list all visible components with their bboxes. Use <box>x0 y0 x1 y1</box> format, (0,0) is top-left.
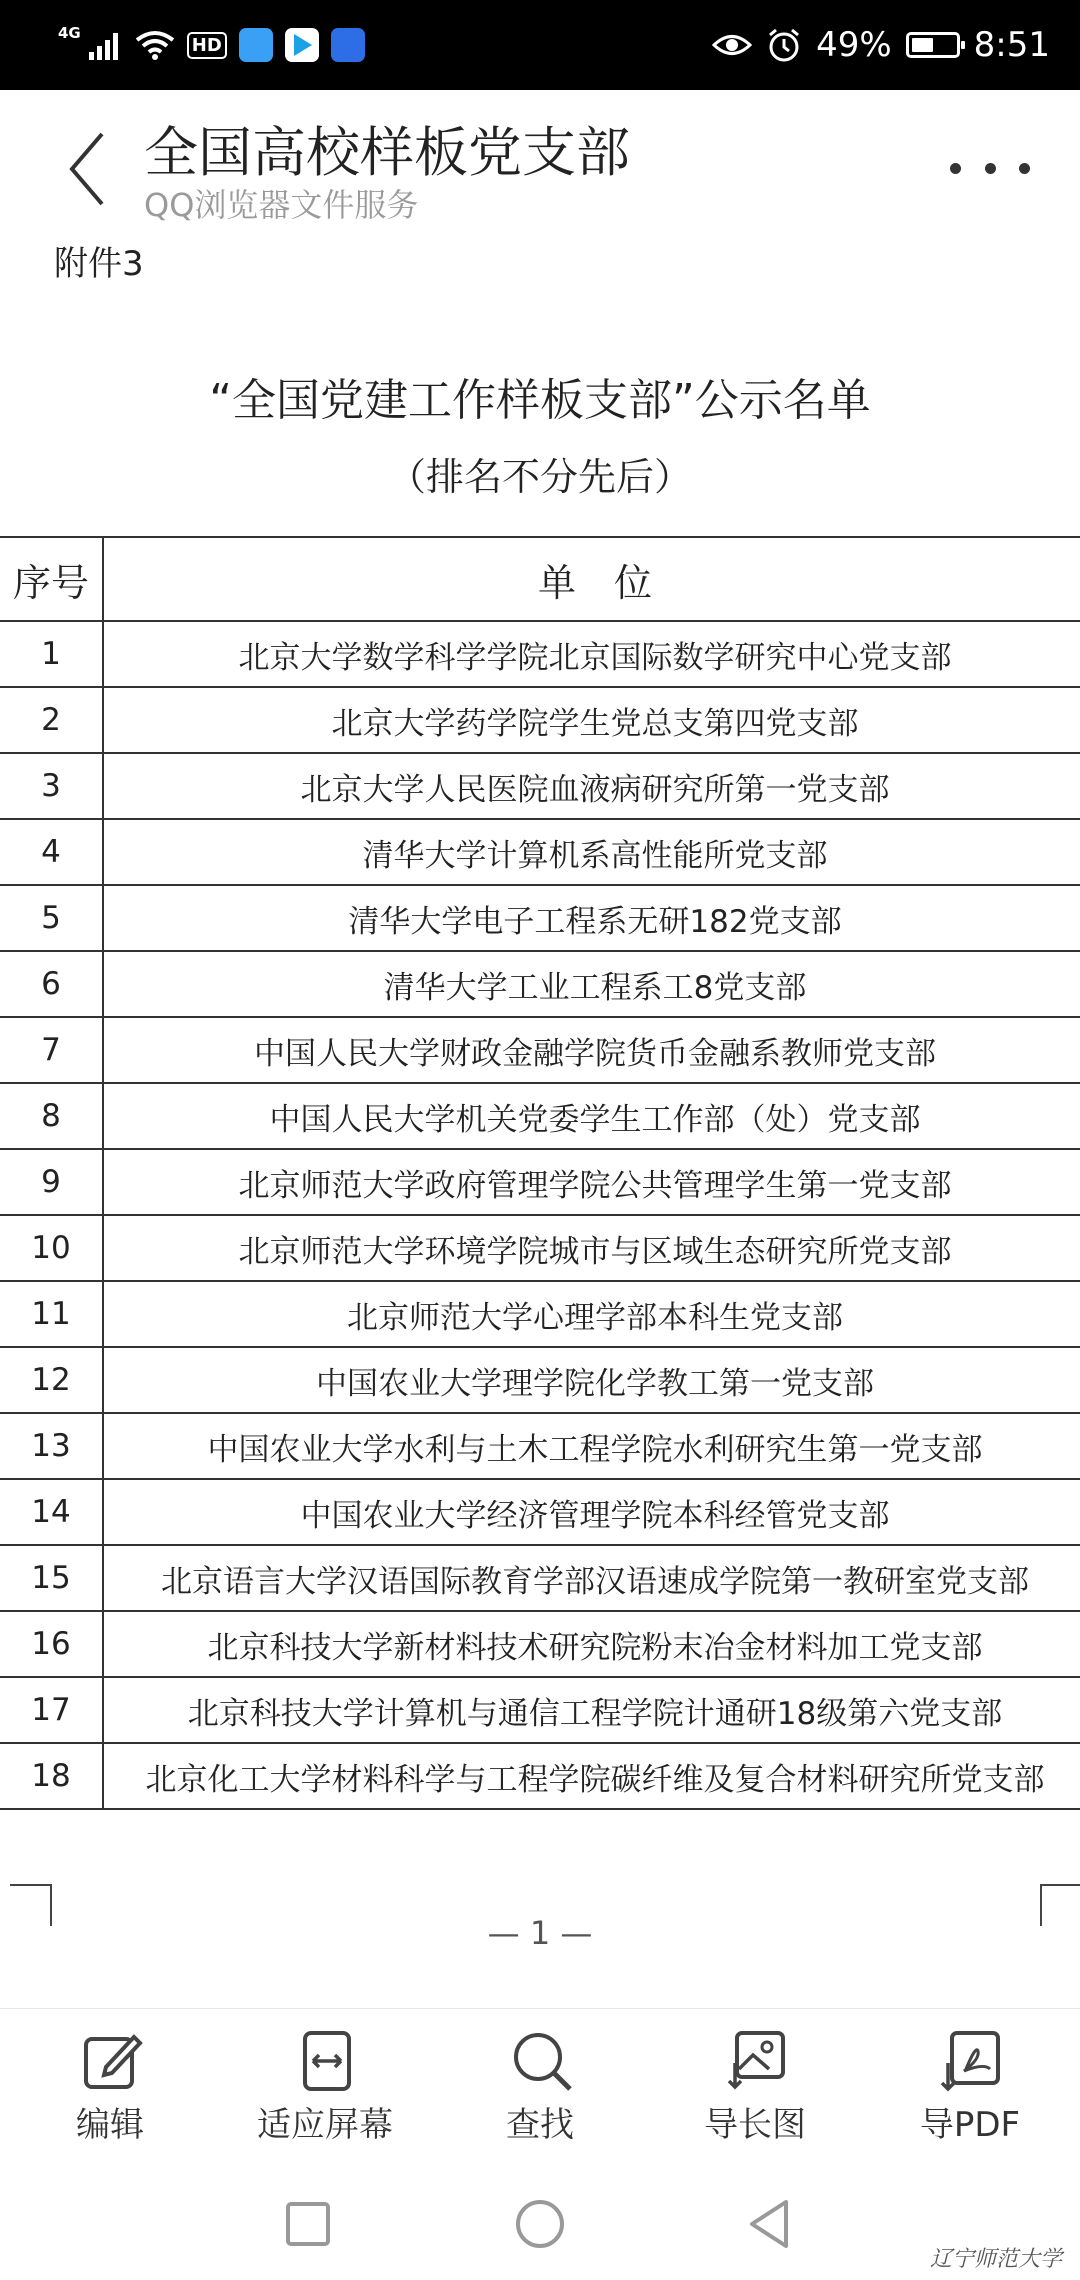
row-unit-name: 中国农业大学经济管理学院本科经管党支部 <box>103 1479 1080 1545</box>
row-unit-name: 北京科技大学新材料技术研究院粉末冶金材料加工党支部 <box>103 1611 1080 1677</box>
row-number: 6 <box>0 951 103 1017</box>
table-row <box>0 1545 1080 1611</box>
row-unit-name: 中国农业大学理学院化学教工第一党支部 <box>103 1347 1080 1413</box>
more-options-button[interactable] <box>950 148 1030 188</box>
row-number: 15 <box>0 1545 103 1611</box>
row-number: 3 <box>0 753 103 819</box>
battery-icon <box>906 32 960 58</box>
status-bar <box>0 0 1080 90</box>
battery-fill <box>912 38 933 52</box>
edit-icon <box>80 2029 144 2093</box>
row-unit-name: 北京师范大学环境学院城市与区域生态研究所党支部 <box>103 1215 1080 1281</box>
document-subtitle: （排名不分先后） <box>387 455 692 499</box>
row-number: 2 <box>0 687 103 753</box>
circle-icon <box>510 2194 570 2254</box>
status-left <box>58 20 365 70</box>
table-row <box>0 1479 1080 1545</box>
search-icon <box>510 2029 574 2093</box>
find-label: 查找 <box>506 2105 574 2145</box>
baidu-icon <box>331 28 365 62</box>
edit-label: 编辑 <box>76 2105 144 2145</box>
row-number: 5 <box>0 885 103 951</box>
page-title: 全国高校样板党支部 <box>144 121 630 184</box>
home-button[interactable] <box>510 2194 570 2254</box>
table-row <box>0 1083 1080 1149</box>
row-unit-name: 中国农业大学水利与土木工程学院水利研究生第一党支部 <box>103 1413 1080 1479</box>
app-header <box>0 90 1080 235</box>
row-unit-name: 中国人民大学财政金融学院货币金融系教师党支部 <box>103 1017 1080 1083</box>
row-number: 12 <box>0 1347 103 1413</box>
column-header-unit: 单 位 <box>103 537 1080 621</box>
table-row <box>0 1413 1080 1479</box>
row-number: 9 <box>0 1149 103 1215</box>
row-number: 16 <box>0 1611 103 1677</box>
table-row <box>0 1611 1080 1677</box>
table-row <box>0 1017 1080 1083</box>
more-dot-icon <box>1019 163 1030 174</box>
hd-icon: HD <box>187 32 227 59</box>
edit-button[interactable] <box>10 2017 210 2147</box>
export-pdf-label: 导PDF <box>919 2105 1021 2145</box>
table-row <box>0 753 1080 819</box>
triangle-back-icon <box>740 2194 800 2254</box>
row-unit-name: 北京化工大学材料科学与工程学院碳纤维及复合材料研究所党支部 <box>103 1743 1080 1809</box>
row-number: 7 <box>0 1017 103 1083</box>
bottom-toolbar <box>0 2008 1080 2155</box>
more-dot-icon <box>950 163 961 174</box>
column-header-number: 序号 <box>0 537 103 621</box>
list-table <box>0 536 1080 1810</box>
page-number: — 1 — <box>487 1914 593 1952</box>
battery-percent: 49% <box>816 25 892 65</box>
page-subtitle: QQ浏览器文件服务 <box>144 186 419 224</box>
row-number: 4 <box>0 819 103 885</box>
export-long-image-button[interactable] <box>655 2017 855 2147</box>
row-number: 14 <box>0 1479 103 1545</box>
row-unit-name: 清华大学电子工程系无研182党支部 <box>103 885 1080 951</box>
table-header-row <box>0 537 1080 621</box>
status-right <box>712 20 1050 70</box>
export-pdf-button[interactable] <box>870 2017 1070 2147</box>
long-image-icon <box>725 2029 789 2093</box>
row-number: 17 <box>0 1677 103 1743</box>
table-row <box>0 621 1080 687</box>
youku-icon <box>285 28 319 62</box>
alarm-icon <box>766 27 802 63</box>
row-number: 10 <box>0 1215 103 1281</box>
signal-icon <box>87 30 123 60</box>
wifi-icon <box>135 30 175 60</box>
table-row <box>0 1743 1080 1809</box>
table-row <box>0 687 1080 753</box>
row-unit-name: 中国人民大学机关党委学生工作部（处）党支部 <box>103 1083 1080 1149</box>
row-number: 18 <box>0 1743 103 1809</box>
table-row <box>0 1149 1080 1215</box>
row-unit-name: 清华大学计算机系高性能所党支部 <box>103 819 1080 885</box>
watermark: 辽宁师范大学 <box>929 2247 1062 2272</box>
clock: 8:51 <box>973 25 1050 65</box>
table-row <box>0 1281 1080 1347</box>
row-unit-name: 北京大学药学院学生党总支第四党支部 <box>103 687 1080 753</box>
back-button[interactable] <box>58 124 118 214</box>
fit-screen-label: 适应屏幕 <box>257 2105 393 2145</box>
chevron-left-icon <box>58 124 118 214</box>
document-title: “全国党建工作样板支部”公示名单 <box>209 375 871 426</box>
row-unit-name: 北京大学人民医院血液病研究所第一党支部 <box>103 753 1080 819</box>
table-row <box>0 885 1080 951</box>
network-type: 4G <box>58 24 81 42</box>
qq-browser-icon <box>239 28 273 62</box>
row-unit-name: 北京语言大学汉语国际教育学部汉语速成学院第一教研室党支部 <box>103 1545 1080 1611</box>
table-body <box>0 621 1080 1809</box>
row-number: 1 <box>0 621 103 687</box>
square-icon <box>278 2194 338 2254</box>
row-number: 8 <box>0 1083 103 1149</box>
fit-screen-icon <box>295 2029 359 2093</box>
row-number: 13 <box>0 1413 103 1479</box>
row-unit-name: 北京师范大学政府管理学院公共管理学生第一党支部 <box>103 1149 1080 1215</box>
fit-screen-button[interactable] <box>225 2017 425 2147</box>
document-viewer[interactable] <box>0 234 1080 2008</box>
find-button[interactable] <box>440 2017 640 2147</box>
table-row <box>0 1215 1080 1281</box>
row-number: 11 <box>0 1281 103 1347</box>
table-row <box>0 1677 1080 1743</box>
table-row <box>0 1347 1080 1413</box>
pdf-icon <box>940 2029 1004 2093</box>
row-unit-name: 北京科技大学计算机与通信工程学院计通研18级第六党支部 <box>103 1677 1080 1743</box>
eye-icon <box>712 30 752 60</box>
attachment-label: 附件3 <box>54 244 144 284</box>
table-row <box>0 951 1080 1017</box>
table-row <box>0 819 1080 885</box>
row-unit-name: 北京师范大学心理学部本科生党支部 <box>103 1281 1080 1347</box>
recents-button[interactable] <box>278 2194 338 2254</box>
row-unit-name: 清华大学工业工程系工8党支部 <box>103 951 1080 1017</box>
system-nav-bar <box>0 2154 1080 2280</box>
row-unit-name: 北京大学数学科学学院北京国际数学研究中心党支部 <box>103 621 1080 687</box>
nav-back-button[interactable] <box>740 2194 800 2254</box>
more-dot-icon <box>985 163 996 174</box>
export-long-image-label: 导长图 <box>704 2105 806 2145</box>
